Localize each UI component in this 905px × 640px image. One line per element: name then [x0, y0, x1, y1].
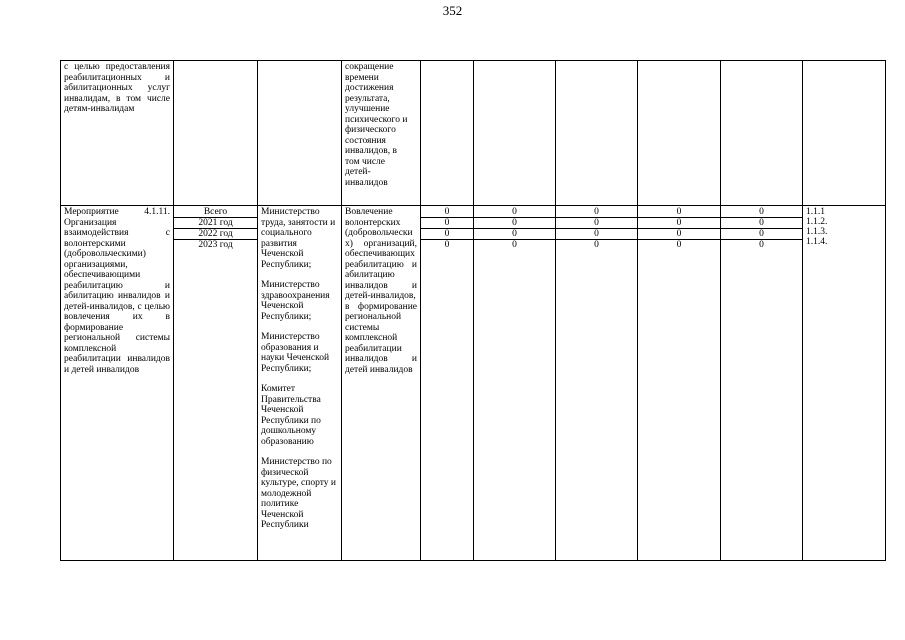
value: 0 [676, 240, 682, 250]
value: 0 [759, 240, 764, 250]
period-label: 2023 год [198, 240, 233, 250]
value-cell [421, 206, 474, 561]
value: 0 [474, 218, 555, 229]
indicator-code: 1.1.1 [806, 207, 825, 217]
value-cell [556, 206, 638, 561]
indicator-code: 1.1.3. [806, 227, 828, 237]
value: 0 [474, 229, 555, 240]
value-cell [721, 206, 803, 561]
executor-item: Комитет Правительства Чеченской Республики по дошкольному образованию [261, 384, 321, 447]
executor-cell [258, 61, 342, 206]
result-cell: Вовлечение волонтерских (добровольческих) организаций, обеспечивающих реабилитацию и абилитацию инвалидов и детей-инвалидов, в формирование региональной системы комплексной реабилитации инвалидов и детей инвалидов [342, 206, 421, 561]
table-row [61, 206, 886, 561]
value: 0 [444, 240, 450, 250]
table-row [61, 61, 886, 206]
executor-item: Министерство труда, занятости и социального развития Чеченской Республики; [261, 207, 336, 270]
indicator-code: 1.1.4. [806, 237, 828, 247]
period-label: Всего [174, 207, 257, 218]
value: 0 [421, 229, 473, 240]
value-cell [474, 61, 556, 206]
period-label: 2022 год [174, 229, 257, 240]
value: 0 [721, 229, 802, 240]
indicator-code-cell [803, 206, 886, 561]
value-cell [638, 61, 721, 206]
period-cell [174, 61, 258, 206]
value: 0 [638, 218, 720, 229]
value: 0 [556, 207, 637, 218]
result-cell: сокращение времени достижения результата, улучшение психического и физического состояния инвалидов, в том числе детей- инвалидов [342, 61, 421, 206]
period-cell [174, 206, 258, 561]
executor-item: Министерство здравоохранения Чеченской Республики; [261, 280, 330, 322]
period-label: 2021 год [174, 218, 257, 229]
program-table [60, 60, 886, 561]
executor-item: Министерство образования и науки Чеченской Республики; [261, 332, 330, 374]
executor-item: Министерство по физической культуре, спорту и молодежной политике Чеченской Республики [261, 457, 336, 530]
value: 0 [421, 207, 473, 218]
page-number: 352 [442, 3, 463, 18]
value: 0 [556, 229, 637, 240]
indicator-code: 1.1.2. [806, 217, 828, 227]
indicator-code-cell [803, 61, 886, 206]
executor-cell [258, 206, 342, 561]
value: 0 [721, 207, 802, 218]
value-cell [421, 61, 474, 206]
value: 0 [721, 218, 802, 229]
value-cell [556, 61, 638, 206]
value: 0 [638, 207, 720, 218]
value: 0 [421, 218, 473, 229]
value: 0 [556, 218, 637, 229]
value-cell [638, 206, 721, 561]
value: 0 [512, 240, 517, 250]
value: 0 [474, 207, 555, 218]
activity-description-cell: с целью предоставления реабилитационных и абилитационных услуг инвалидам, в том числе детям-инвалидам [61, 61, 174, 206]
value: 0 [594, 240, 599, 250]
value-cell [721, 61, 803, 206]
activity-description-cell: Мероприятие 4.1.11. Организация взаимодействия с волонтерскими (добровольческими) организациями, обеспечивающими реабилитацию и абилитацию инвалидов и детей-инвалидов, с целью вовлечения их в формирование региональной системы комплексной реабилитации инвалидов и детей инвалидов [61, 206, 174, 561]
value: 0 [638, 229, 720, 240]
value-cell [474, 206, 556, 561]
